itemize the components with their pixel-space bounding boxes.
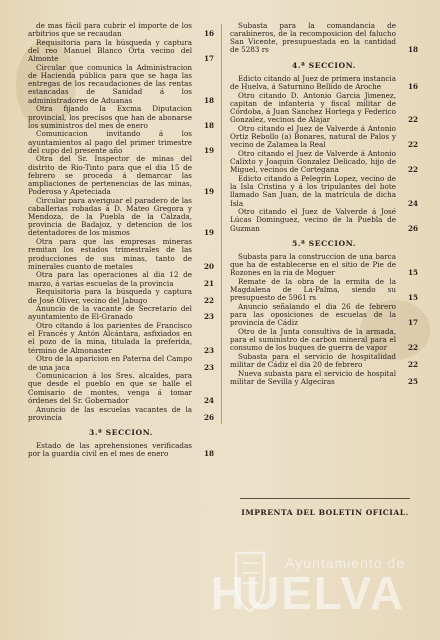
entry-text: Otra fijando la Excma Diputacion provincial, los precisos que han de abonarse los suministros del mes de enero [28,104,192,130]
entry-page-number: 26 [407,223,418,233]
entry-text: de mas fácil para cubrir el importe de los arbitrios que se recaudan [28,21,192,39]
index-entry [28,305,214,321]
right-entries-section-4 [230,75,418,233]
entry-text: Otra para que las empresas mineras remitan los estados trimestrales de las producciones de sus minas, tanto de minerales cuanto de metales [28,237,192,271]
entry-page-number: 23 [203,312,214,322]
entry-text: Edicto citando al Juez de primera instancia de Huelva, á Saturnino Bellido de Aroche [230,73,396,91]
entry-page-number: 18 [407,45,418,55]
column-divider [221,24,222,424]
entry-text: Otro citando á los parientes de Francisco el Francés y Antón Alcántara, asfixiados en el pozo de la mina, titulada la preferida, término de Almonaster [28,321,192,355]
index-entry [28,105,214,129]
index-entry [28,271,214,287]
right-entries-section-5 [230,253,418,386]
entry-page-number: 17 [203,54,214,64]
index-entry [230,208,418,232]
index-entry [28,406,214,422]
index-entry [28,197,214,238]
entry-text: Otra para las operaciones al dia 12 de marzo, á varias escuelas de la provincia [28,270,192,288]
index-entry [230,328,418,352]
entry-text: Otro citando el Juez de Valverde á Antonio Calixto y Joaquin Gonzalez Delicado, hijo de Miguel, vecinos de Cortegana [230,148,396,175]
entry-page-number: 22 [407,115,418,125]
index-entry [230,370,418,386]
entry-page-number: 24 [407,198,418,208]
entry-page-number: 25 [407,377,418,387]
entry-text: Otro de la aparicion en Paterna del Campo de una jaca [28,354,193,372]
entry-page-number: 19 [203,187,214,197]
entry-page-number: 22 [407,360,418,370]
index-entry [230,22,418,55]
left-entries-section-3 [28,442,214,458]
entry-page-number: 18 [203,120,214,130]
entry-text: Otro citando D. Antonio Garcia Jimenez, capitan de infanteria y fiscal militar de Córdoba, á Juan Sanchez Hortega y Federico Gonzalez, vecinos de Alajar [230,90,396,125]
index-entry [230,303,418,327]
entry-text: Anuncio de la vacante de Secretario del ayuntamiento de El-Granado [28,304,192,322]
entry-text: Otra del Sr. Inspector de minas del distrito de Rio-Tinto para que el dia 15 de febrero se proceda á demarcar las ampliaciones de pertenencias de las minas, Poderosa y Apeteciada [28,154,192,197]
entry-text: Circular para averiguar el paradero de las caballerias robadas á D. Mateo Gregora y Mendoza, de la Puebla de la Calzada, provincia de Badajoz, y detencion de los detentadores de los mismos [28,195,192,238]
index-entry [230,353,418,369]
entry-text: Anuncio de las escuelas vacantes de la provincia [28,404,192,422]
index-entry [28,22,214,38]
entry-text: Circular que comunica la Administracion de Hacienda pública para que se haga las entregas de los recaudaciones de las rentas estancadas de Sanidad á los administradores de Aduanas [28,62,192,105]
right-column [230,22,418,387]
entry-page-number: 24 [203,395,214,405]
index-entry [28,355,214,371]
entry-page-number: 15 [407,268,418,278]
index-entry [28,238,214,271]
index-entry [230,253,418,277]
index-entry [28,322,214,355]
entry-page-number: 22 [407,140,418,150]
left-entries [28,22,214,422]
index-entry [28,288,214,304]
watermark-small-text: Ayuntamiento de [285,555,405,571]
entry-text: Otro citando el Juez de Valverde á José Lúcas Dominguez, vecino de la Puebla de Guzman [230,207,396,233]
index-entry [230,75,418,91]
section-heading-4: 4.ª SECCION. [291,60,357,70]
watermark [205,555,405,619]
entry-page-number: 16 [203,29,214,39]
index-entry [28,442,214,458]
entry-page-number: 18 [203,95,214,105]
index-entry [230,92,418,125]
entry-text: Subasta para la construccion de una barca que ha de establecerse en el sitio de Pie de Rozones en la ria de Moguer [230,251,396,278]
entry-page-number: 17 [407,318,418,328]
entry-page-number: 23 [203,362,214,372]
entry-page-number: 22 [407,343,418,353]
entry-page-number: 16 [407,81,418,91]
index-entry [28,155,214,196]
section-heading-3: 3.ª SECCION. [88,427,154,437]
index-entry [230,175,418,208]
entry-page-number: 19 [203,228,214,238]
entry-page-number: 22 [203,295,214,305]
index-entry [230,278,418,302]
index-entry [28,372,214,405]
index-entry [28,130,214,154]
entry-page-number: 18 [203,449,214,459]
entry-text: Edicto citando á Pelegrin Lopez, vecino de la Isla Cristina y á los tripulantes del bote llamado San Juan, de la matrícula de dicha Isla [230,174,396,208]
imprint-rule [240,498,410,499]
entry-text: Otro citando el Juez de Valverde á Antonio Ortiz Rebollo (a) Bonares, natural de Palos y vecino de Zalamea la Real [230,123,396,150]
index-entry [28,39,214,63]
entry-page-number: 19 [203,145,214,155]
entry-text: Requisitoria para la búsqueda y captura de José Oliver, vecino del Jabugo [28,287,192,305]
imprint-line: IMPRENTA DEL BOLETIN OFICIAL. [241,508,409,517]
index-entry [230,125,418,149]
entry-text: Estado de las aprehensiones verificadas por la guardia civil en el mes de enero [28,440,192,459]
entry-text: Nueva subasta para el servicio de hospital militar de Sevilla y Algeciras [230,369,396,387]
right-entries [230,22,418,55]
entry-page-number: 20 [203,261,214,271]
entry-text: Anuncio señalando el dia 26 de febrero para las oposiciones de escuelas de la provincia de Cádiz [230,302,396,328]
entry-page-number: 26 [203,412,214,422]
entry-page-number: 23 [203,345,214,355]
watermark-big-text: HUELVA [210,567,405,619]
entry-text: Remate de la obra de la ermita de la Magdalena de La-Palma, siendo su presupuesto de 5961 rs [230,276,396,303]
left-column [28,22,214,459]
entry-page-number: 22 [407,165,418,175]
entry-text: Subasta para la comandancia de carabineros, de la recomposicion del falucho San Vicente, presupuestada en la cantidad de 5283 rs [230,21,396,55]
entry-text: Subasta para el servicio de hospitalidad militar de Cádiz el dia 20 de febrero [230,352,396,370]
entry-page-number: 15 [407,293,418,303]
entry-text: Otro de la Junta consultiva de la armada, para el suministro de carbon mineral para el consumo de los buques de guerra de vapor [230,327,396,353]
section-heading-5: 5.ª SECCION. [291,238,357,248]
entry-text: Requisitoria para la búsqueda y captura del reo Manuel Blanco Orta vecino del Almonte [28,37,192,64]
entry-text: Comunicacion á los Sres. alcaldes, para que desde el pueblo en que se halle el Comisario de montes, venga á tomar órdenes del Sr. Gobernador [28,371,192,405]
entry-page-number: 21 [203,278,214,288]
index-entry [28,64,214,105]
entry-text: Comunicacion invitando á los ayuntamientos al pago del primer trimestre del cupo del presente año [28,129,192,155]
index-entry [230,150,418,174]
